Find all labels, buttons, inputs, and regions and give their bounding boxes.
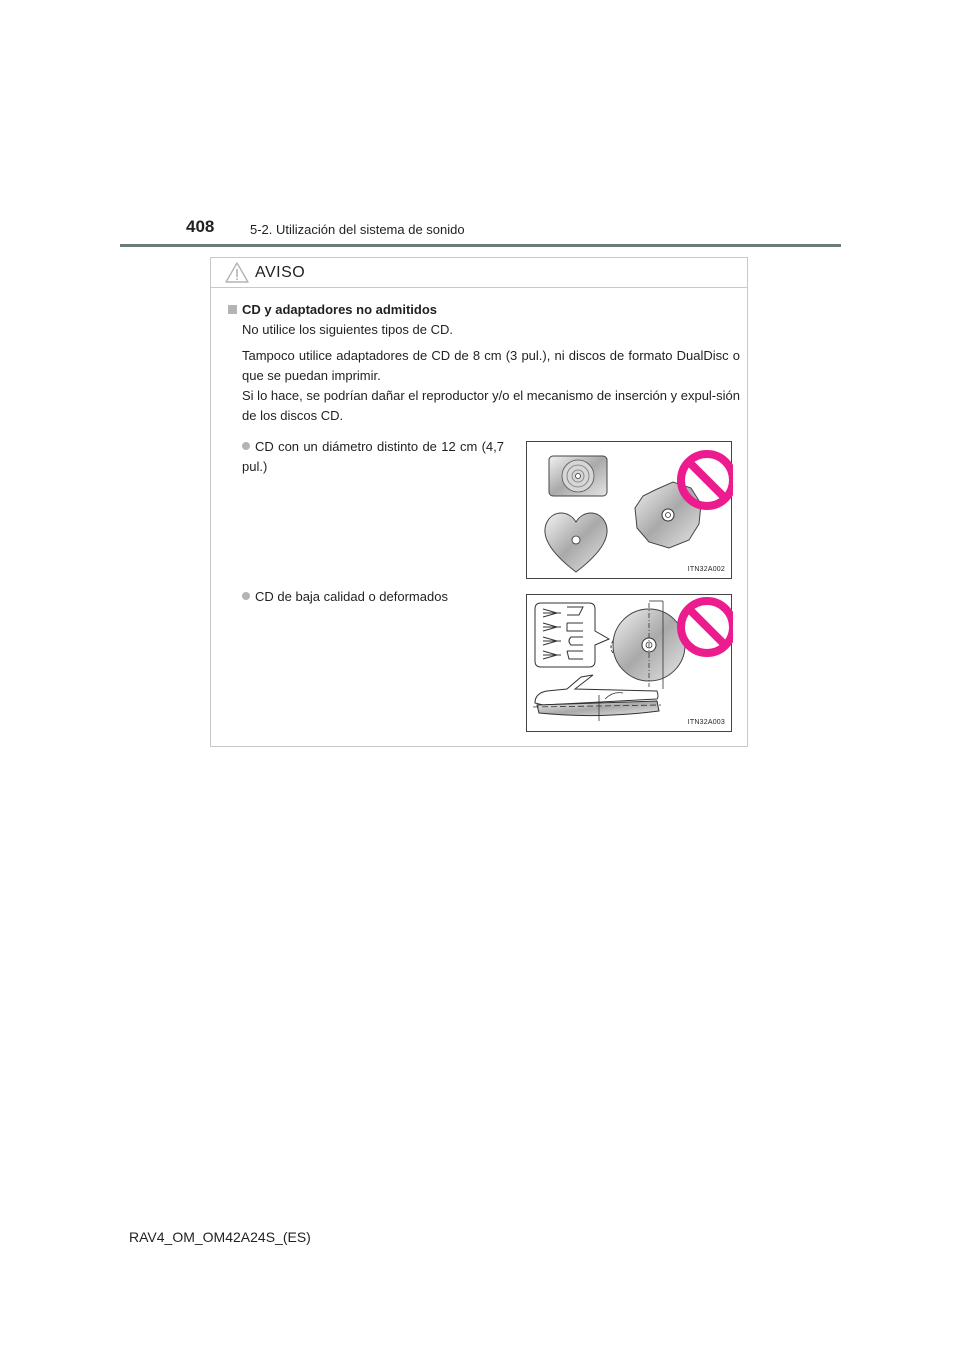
paragraph: Tampoco utilice adaptadores de CD de 8 cm (3 pul.), ni discos de formato DualDisc o que se puedan imprimir. bbox=[242, 348, 740, 383]
figure-non-standard-cd bbox=[526, 441, 732, 579]
header-rule bbox=[120, 244, 841, 247]
circle-bullet-icon bbox=[242, 442, 250, 450]
figure-code: ITN32A003 bbox=[687, 719, 725, 726]
prohibited-icon bbox=[681, 601, 733, 653]
list-item bbox=[242, 587, 504, 607]
list-item bbox=[242, 437, 504, 477]
deformed-cd-illustration bbox=[527, 595, 733, 733]
warning-title: AVISO bbox=[255, 264, 306, 281]
page-number: 408 bbox=[186, 217, 215, 236]
square-bullet-icon bbox=[228, 305, 237, 314]
list-item-text: CD con un diámetro distinto de 12 cm (4,7 pul.) bbox=[242, 439, 504, 474]
circle-bullet-icon bbox=[242, 592, 250, 600]
warning-subheading bbox=[228, 302, 437, 317]
paragraph: Si lo hace, se podrían dañar el reproductor y/o el mecanismo de inserción y expul-sión de los discos CD. bbox=[242, 388, 740, 423]
footer-doc-code: RAV4_OM_OM42A24S_(ES) bbox=[129, 1229, 311, 1245]
subheading-text: CD y adaptadores no admitidos bbox=[242, 302, 438, 317]
warning-box bbox=[210, 257, 748, 747]
figure-deformed-cd bbox=[526, 594, 732, 732]
figure-code: ITN32A002 bbox=[687, 566, 725, 573]
warning-header bbox=[211, 258, 747, 288]
section-title: 5-2. Utilización del sistema de sonido bbox=[250, 222, 465, 237]
prohibited-icon bbox=[681, 454, 733, 506]
list-item-text: CD de baja calidad o deformados bbox=[255, 589, 448, 604]
paragraph: No utilice los siguientes tipos de CD. bbox=[242, 322, 453, 337]
warning-triangle-icon bbox=[225, 262, 249, 288]
non-standard-cd-illustration bbox=[527, 442, 733, 580]
